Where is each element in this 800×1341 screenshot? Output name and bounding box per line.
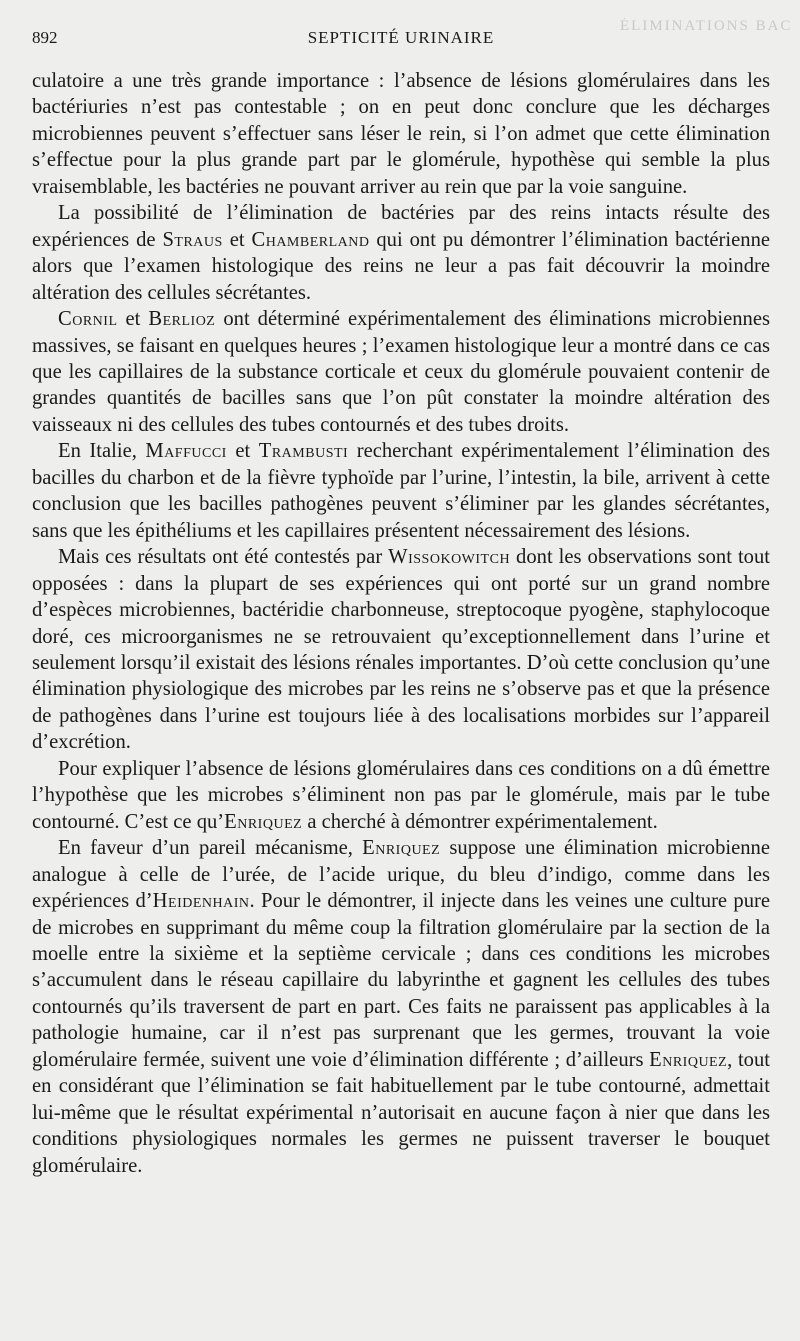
text-segment: Mais ces résultats ont été contestés par [58,546,389,569]
author-name: Chamberland [251,228,370,251]
author-name: Enriquez [649,1048,728,1071]
author-name: Enriquez [362,837,441,860]
author-name: Maffucci [145,440,227,463]
paragraph [32,835,770,1179]
paragraph [32,200,770,306]
running-title: SEPTICITÉ URINAIRE [307,28,495,47]
text-segment: , tout en considérant que l’élimination se fait habituellement par le tube contourné, admettait lui-même que le résultat expérimental n’autorisait en aucune façon à nier que dans les conditions physiologiques normales les germes ne puissent traverser le bouquet glomérulaire. [32,1048,770,1177]
text-segment: Pour expliquer l’absence de lésions glomérulaires dans ces conditions on a dû émettre l’hypothèse que les microbes s’éliminent non pas par le glomérule, mais par le tube contourné. C’est ce qu’ [32,757,770,833]
page-number: 892 [32,28,58,47]
page-header [32,26,770,54]
body-text [32,68,770,1179]
text-segment: suppose une élimination microbienne analogue à celle de l’urée, de l’acide urique, du bleu d’indigo, comme dans les expériences d’ [32,837,770,913]
text-segment: a cherché à démontrer expérimentalement. [302,810,658,833]
text-segment: et [222,228,252,251]
text-segment: En faveur d’un pareil mécanisme, [58,837,363,860]
paragraph [32,544,770,756]
text-segment: qui ont pu démontrer l’élimination bactérienne alors que l’examen histologique des reins ne leur a pas fait découvrir la moindre altération des cellules sécrétantes. [32,228,771,304]
text-segment: En Italie, [58,440,146,463]
text-segment: La possibilité de l’élimination de bactéries par des reins intacts résulte des expériences de [32,202,770,251]
text-segment: recherchant expérimentalement l’élimination des bacilles du charbon et de la fièvre typhoïde par l’urine, l’intestin, la bile, arrivent à cette conclusion que les bacilles pathogènes peuvent s’éliminer par les glandes sécrétantes, sans que les épithéliums et les capillaires présentent nécessairement des lésions. [32,440,770,542]
paragraph [32,68,770,200]
author-name: Straus [162,228,223,251]
text-segment: . Pour le démontrer, il injecte dans les veines une culture pure de microbes en supprimant du même coup la filtration glomérulaire par la section de la moelle entre la sixième et la septième cervicale ; dans ces conditions les microbes s’accumulent dans le réseau capillaire du labyrinthe et gagnent les cellules des tubes contournés qu’ils traversent de part en part. Ces faits ne paraissent pas applicables à la pathologie humaine, car il n’est pas surprenant que les germes, trouvant la voie glomérulaire fermée, suivent une voie d’élimination différente ; d’ailleurs [32,890,770,1071]
text-segment: et [226,440,259,463]
text-segment: ont déterminé expérimentalement des éliminations microbiennes massives, se faisant en quelques heures ; l’examen histologique leur a montré dans ce cas que les capillaires de la substance corticale et ceux du glomérule pouvaient contenir de grandes quantités de bacilles sans que l’on pût constater la moindre altération des vaisseaux ni des cellules des tubes contournés et des tubes droits. [32,308,770,436]
author-name: Trambusti [258,440,349,463]
author-name: Cornil [58,308,118,331]
bleed-through-text: ÉLIMINATIONS BAC [620,18,793,34]
author-name: Wissokowitch [388,546,511,569]
paragraph [32,756,770,835]
text-segment: et [117,308,149,331]
author-name: Enriquez [224,810,303,833]
text-segment: culatoire a une très grande importance : l’absence de lésions glomérulaires dans les bactériuries n’est pas contestable ; on en peut donc conclure que les décharges microbiennes peuvent s’effectuer sans léser le rein, si l’on admet que cette élimination s’effectue pour la plus grande part par le glomérule, hypothèse qui semble la plus vraisemblable, les bactéries ne pouvant arriver au rein que par la voie sanguine. [32,70,770,198]
paragraph [32,438,770,544]
paragraph [32,306,770,438]
text-segment: dont les observations sont tout opposées : dans la plupart de ses expériences qui ont porté sur un grand nombre d’espèces microbiennes, bactéridie charbonneuse, streptocoque pyogène, staphylocoque doré, ces microorganismes ne se retrouvaient qu’exceptionnellement dans l’urine et seulement lorsqu’il existait des lésions rénales importantes. D’où cette conclusion qu’une élimination physiologique des microbes par les reins ne s’observe pas et que la présence de pathogènes dans l’urine est toujours liée à des localisations morbides sur l’appareil d’excrétion. [32,546,770,754]
author-name: Heidenhain [152,890,250,913]
author-name: Berlioz [148,308,216,331]
